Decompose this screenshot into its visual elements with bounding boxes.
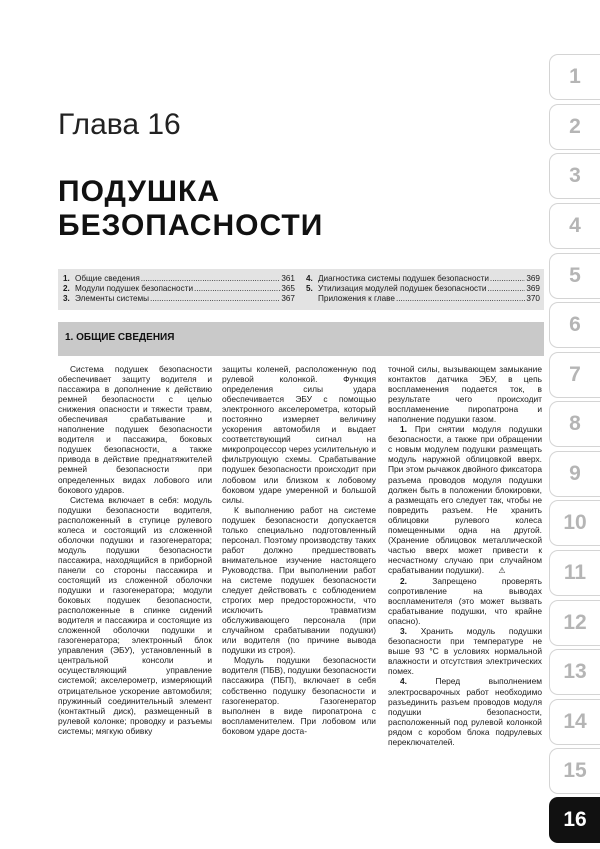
toc-leader-dots	[490, 274, 525, 284]
chapter-title-line-2: БЕЗОПАСНОСТИ	[58, 209, 324, 242]
chapter-title-line-1: ПОДУШКА	[58, 175, 221, 208]
paragraph: Модуль подушки безопасности водителя (ПБВ), подушки безопасности пассажира (ПБП), включает в себя собственно подушку безопасности и газогенератор. Газогенератор выполнен в виде пиропатрона с воспламенителем. При лобовом или боковом ударе доста-	[222, 655, 377, 736]
numbered-paragraph	[388, 576, 542, 626]
text-column-3	[388, 364, 542, 747]
paragraph: Система подушек безопасности обеспечивает защиту водителя и пассажира в дополнение к действию ремней безопасности с целью снижения опасности и тяжести травм, обеспечивая срабатывание и наполнение подушек безопасности водителя и пассажира, боковых подушек безопасности, а также привода в действие преднатяжителей ремней безопасности при определенных видах лобового или бокового ударов.	[58, 364, 212, 495]
item-number: 2.	[400, 575, 407, 586]
chapter-tab-1[interactable]: 1	[549, 54, 600, 100]
toc-item[interactable]	[306, 294, 540, 304]
toc-item-page: 369	[526, 284, 540, 293]
toc-column-left	[63, 274, 295, 304]
numbered-paragraph	[388, 676, 542, 746]
text-column-2	[222, 364, 376, 736]
item-number: 3.	[400, 626, 407, 637]
table-of-contents	[58, 269, 544, 310]
toc-leader-dots	[150, 294, 280, 304]
toc-item[interactable]	[306, 284, 540, 294]
section-header	[58, 322, 544, 356]
toc-item[interactable]	[306, 274, 540, 284]
toc-item-page: 370	[526, 294, 540, 303]
toc-item-label: Модули подушек безопасности	[75, 284, 194, 293]
item-number: 4.	[400, 676, 407, 687]
toc-leader-dots	[396, 294, 525, 304]
item-text: Перед выполнением электросварочных работ необходимо разъединить разъем проводов модуля подушки безопасности, расположенный под рулевой колонкой рядом с коробом блока подрулевых переключателей.	[388, 676, 542, 747]
item-text: Хранить модуль подушки безопасности при температуре не выше 93 °С в условиях нормальной влажности и отсутствия электрических помех.	[388, 626, 543, 677]
toc-item-number: 3.	[63, 294, 70, 303]
chapter-tab-3[interactable]: 3	[549, 153, 600, 199]
numbered-paragraph	[388, 626, 542, 676]
toc-item[interactable]	[63, 274, 295, 284]
item-text: При снятии модуля подушки безопасности, а также при обращении с новым модулем подушки размещать модуль наружной облицовкой вверх. При этом рычажок двойного фиксатора разъема проводов модуля подушки должен быть в положении блокировки, а размещать его следует так, чтобы не повредить разъем. Не хранить облицовки рулевого колеса помещенными одна на другой. (Хранение облицовок металлической частью вверх может привести к несчастному случаю при случайном срабатывании подушки).	[388, 424, 542, 575]
chapter-tab-9[interactable]: 9	[549, 451, 600, 497]
toc-item[interactable]	[63, 294, 295, 304]
toc-leader-dots	[141, 274, 281, 284]
chapter-tab-15[interactable]: 15	[549, 748, 600, 794]
chapter-tab-16-active[interactable]: 16	[549, 797, 600, 843]
paragraph: защиты коленей, расположенную под рулевой колонкой. Функция определения силы удара обеспечивается ЭБУ с помощью электронного акселерометра, который постоянно измеряет величину ускорения автомобиля и выдает соответствующий сигнал на микропроцессор через усилительную и фильтрующую схемы. Срабатывание подушек безопасности происходит при лобовом или близком к лобовому боковом ударе умеренной и большой силы.	[222, 364, 376, 505]
chapter-title	[58, 175, 323, 243]
chapter-tab-11[interactable]: 11	[549, 550, 600, 596]
chapter-label: Глава 16	[58, 108, 181, 141]
chapter-tab-5[interactable]: 5	[549, 253, 600, 299]
chapter-tab-6[interactable]: 6	[549, 302, 600, 348]
paragraph: Система включает в себя: модуль подушки безопасности водителя, расположенный в ступице рулевого колеса и состоящий из сложенной оболочки подушки и газогенератора; модуль подушки безопасности пассажира, находящийся в приборной панели со стороны пассажира и состоящий из сложенной оболочки подушки и газогенератора; модули боковых подушек безопасности, расположенные в спинке сидений водителя и пассажира и состоящие из сложенной оболочки подушки и газогенератора; электронный блок управления (ЭБУ), установленный в центральной консоли и осуществляющий управление системой; акселерометр, измеряющий отрицательное ускорение автомобиля; пружинный соединительный элемент (контактный диск), размещенный в рулевой колонке; проводку и разъемы системы; мягкую обивку	[58, 494, 212, 736]
toc-item-label: Элементы системы	[75, 294, 150, 303]
toc-item-page: 367	[281, 294, 295, 303]
chapter-tab-10[interactable]: 10	[549, 500, 600, 546]
chapter-tab-8[interactable]: 8	[549, 401, 600, 447]
toc-item-label: Приложения к главе	[318, 294, 395, 303]
chapter-tab-14[interactable]: 14	[549, 699, 600, 745]
toc-item-page: 361	[281, 274, 295, 283]
toc-leader-dots	[194, 284, 280, 294]
item-text: Запрещено проверять сопротивление на выводах воспламенителя (это может вызвать срабатывание подушки, что крайне опасно).	[388, 575, 542, 627]
toc-leader-dots	[487, 284, 525, 294]
toc-column-right	[306, 274, 540, 304]
text-column-1	[58, 364, 212, 736]
toc-item[interactable]	[63, 284, 295, 294]
chapter-tab-7[interactable]: 7	[549, 352, 600, 398]
paragraph: точной силы, вызывающем замыкание контактов датчика ЭБУ, в цепь воспламенения подается ток, в результате чего происходит воспламенение пиропатрона и наполнение подушки газом.	[388, 364, 542, 425]
numbered-paragraph	[388, 424, 542, 576]
toc-item-label: Утилизация модулей подушек безопасности	[318, 284, 487, 293]
toc-item-page: 369	[526, 274, 540, 283]
toc-item-page: 365	[281, 284, 295, 293]
toc-item-number: 4.	[306, 274, 313, 283]
warning-triangle-icon: ⚠	[498, 565, 506, 575]
chapter-tab-13[interactable]: 13	[549, 649, 600, 695]
section-title: 1. ОБЩИЕ СВЕДЕНИЯ	[65, 332, 175, 343]
toc-item-number: 5.	[306, 284, 313, 293]
toc-item-number: 1.	[63, 274, 70, 283]
chapter-tab-12[interactable]: 12	[549, 600, 600, 646]
toc-item-label: Общие сведения	[75, 274, 140, 283]
chapter-tab-4[interactable]: 4	[549, 203, 600, 249]
chapter-tab-2[interactable]: 2	[549, 104, 600, 150]
item-number: 1.	[400, 424, 407, 435]
toc-item-label: Диагностика системы подушек безопасности	[318, 274, 489, 283]
toc-item-number: 2.	[63, 284, 70, 293]
paragraph: К выполнению работ на системе подушек безопасности допускается только специально подготовленный персонал. Поэтому производству таких работ должно предшествовать внимательное изучение настоящего Руководства. При выполнении работ на системе подушек безопасности следует действовать с соблюдением строгих мер предосторожности, что исключить травматизм обслуживающего персонала (при случайном срабатывании подушки) или водителя (по причине вывода подушки из строя).	[222, 504, 376, 656]
